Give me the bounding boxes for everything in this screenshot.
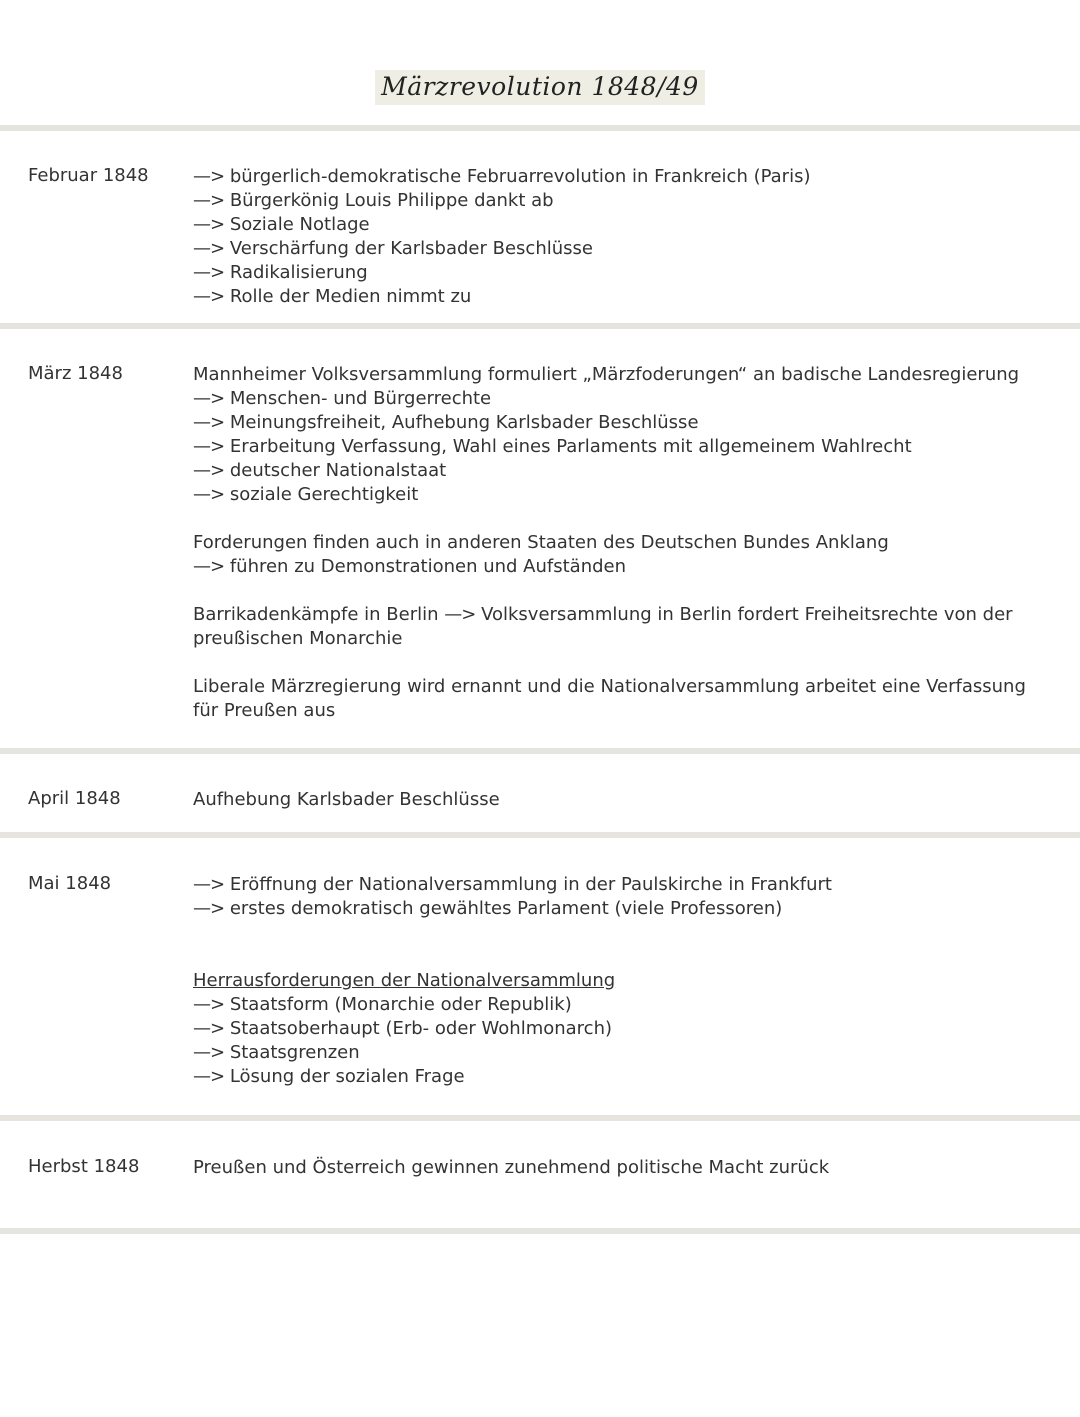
list-item [193,1017,993,1041]
item-text: soziale Gerechtigkeit [229,484,419,505]
item-text: Verschärfung der Karlsbader Beschlüsse [229,238,593,259]
list-item [193,261,993,285]
section-content [193,1156,993,1180]
arrow-icon: —> [193,484,225,505]
arrow-icon: —> [193,388,225,409]
divider [0,323,1080,329]
item-text: Erarbeitung Verfassung, Wahl eines Parlaments mit allgemeinem Wahlrecht [229,436,912,457]
date-label: März 1848 [28,363,123,384]
divider [0,125,1080,131]
list-item [193,897,993,921]
arrow-icon: —> [193,1042,225,1063]
section-content [193,873,993,1089]
paragraph-text: preußischen Monarchie [193,628,403,649]
list-item [193,1041,993,1065]
arrow-icon: —> [193,898,225,919]
item-text: Menschen- und Bürgerrechte [229,388,492,409]
section-content [193,788,993,812]
arrow-icon: —> [193,166,225,187]
page-title: Märzrevolution 1848/49 [375,70,705,105]
arrow-icon: —> [193,262,225,283]
item-text: Radikalisierung [229,262,368,283]
list-item [193,237,993,261]
paragraph-line [193,603,1013,627]
date-label: Mai 1848 [28,873,112,894]
title-wrap [0,70,1080,105]
arrow-icon: —> [193,1018,225,1039]
block-forderungen [193,531,993,579]
section-content [193,165,993,309]
arrow-icon: —> [193,238,225,259]
block-maerzforderungen [193,363,1020,507]
item-text: Staatsgrenzen [229,1042,360,1063]
arrow-icon: —> [193,994,225,1015]
date-label: April 1848 [28,788,121,809]
list-item [193,435,993,459]
list-item [193,873,993,897]
list-item [193,483,993,507]
arrow-icon: —> [193,1066,225,1087]
item-text: Lösung der sozialen Frage [229,1066,465,1087]
list-item [193,555,993,579]
arrow-icon: —> [193,412,225,433]
block-eroeffnung [193,873,993,921]
list-item [193,285,993,309]
arrow-icon: —> [193,190,225,211]
list-item [193,189,993,213]
item-text: führen zu Demonstrationen und Aufständen [229,556,627,577]
paragraph-text: für Preußen aus [193,700,336,721]
intro-text: Mannheimer Volksversammlung formuliert „Märzfoderungen“ an badische Landesregierung [193,364,1020,385]
section-content [193,363,1026,747]
block-liberale [193,675,1026,723]
item-text: deutscher Nationalstaat [229,460,447,481]
item-text: Bürgerkönig Louis Philippe dankt ab [229,190,554,211]
arrow-icon: —> [193,460,225,481]
item-text: Eröffnung der Nationalversammlung in der Paulskirche in Frankfurt [229,874,832,895]
block-barrikaden [193,603,1013,651]
divider [0,1115,1080,1121]
divider [0,748,1080,754]
item-text: Soziale Notlage [229,214,370,235]
date-label: Februar 1848 [28,165,149,186]
arrow-icon: —> [193,214,225,235]
block-herausforderungen [193,969,993,1089]
item-text: Meinungsfreiheit, Aufhebung Karlsbader Beschlüsse [229,412,699,433]
arrow-icon: —> [193,436,225,457]
date-label: Herbst 1848 [28,1156,140,1177]
list-item [193,165,993,189]
paragraph-text: Aufhebung Karlsbader Beschlüsse [193,789,500,810]
item-text: Staatsoberhaupt (Erb- oder Wohlmonarch) [229,1018,613,1039]
paragraph-text: Volksversammlung in Berlin fordert Freiheitsrechte von der [481,604,1013,625]
list-item [193,387,993,411]
divider [0,1228,1080,1234]
item-text: bürgerlich-demokratische Februarrevolution in Frankreich (Paris) [229,166,811,187]
paragraph-text: Barrikadenkämpfe in Berlin [193,604,439,625]
list-item [193,1065,993,1089]
list-item [193,993,993,1017]
arrow-icon: —> [444,604,476,625]
list-item [193,459,993,483]
item-text: erstes demokratisch gewähltes Parlament (viele Professoren) [229,898,783,919]
paragraph-text: Liberale Märzregierung wird ernannt und die Nationalversammlung arbeitet eine Verfassung [193,676,1026,697]
item-text: Rolle der Medien nimmt zu [229,286,472,307]
paragraph-text: Preußen und Österreich gewinnen zunehmend politische Macht zurück [193,1157,830,1178]
item-text: Staatsform (Monarchie oder Republik) [229,994,572,1015]
list-item [193,411,993,435]
arrow-icon: —> [193,286,225,307]
arrow-icon: —> [193,556,225,577]
list-item [193,213,993,237]
paragraph-text: Forderungen finden auch in anderen Staaten des Deutschen Bundes Anklang [193,532,889,553]
arrow-icon: —> [193,874,225,895]
section-heading: Herrausforderungen der Nationalversammlung [193,970,616,991]
divider [0,832,1080,838]
